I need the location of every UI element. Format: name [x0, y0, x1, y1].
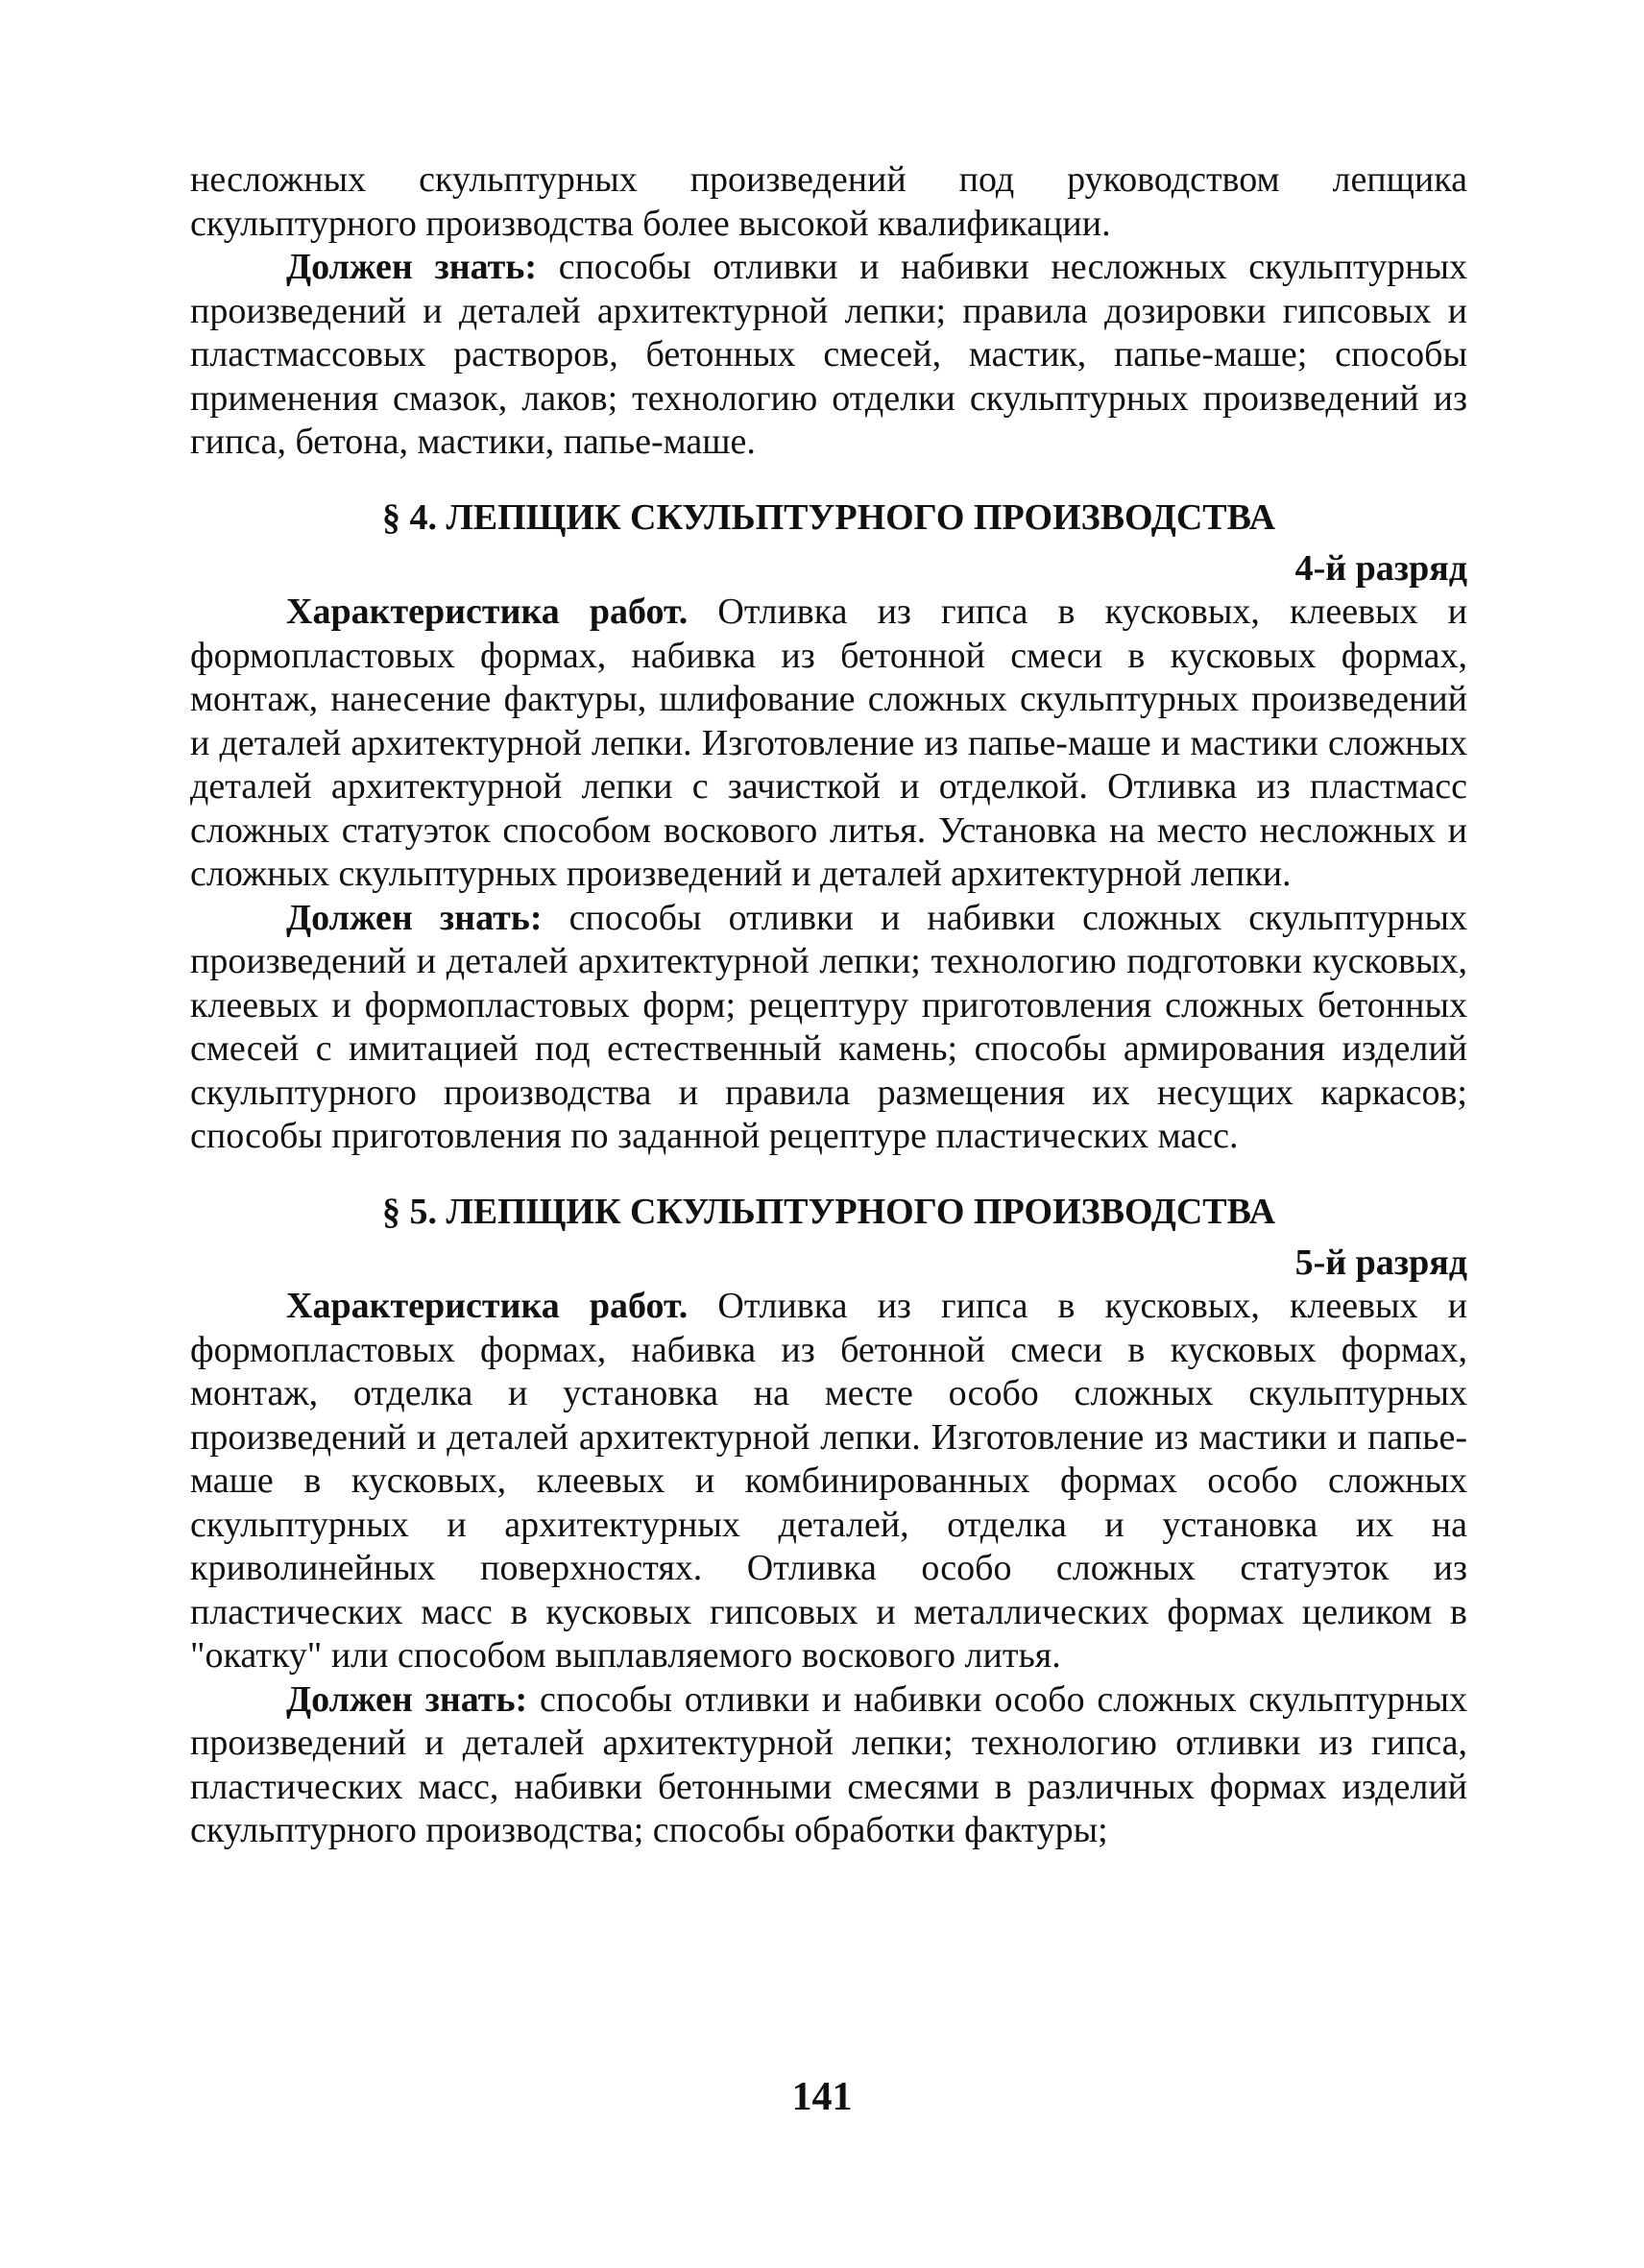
page-number: 141: [791, 2075, 853, 2119]
must-know-label: Должен знать:: [286, 897, 543, 938]
characteristics-text: Отливка из гипса в кусковых, клеевых и формопластовых формах, набивка из бетонной смеси в кусковых формах, монтаж, отделка и установка на месте особо сложных скульптурных произведений и деталей архитектурной лепки. Изготовление из мастики и папье-маше в кусковых, клеевых и комбинированных формах особо сложных скульптурных и архитектурных деталей, отделка и установка их на криволинейных поверхностях. Отливка особо сложных статуэток из пластических масс в кусковых гипсовых и металлических формах целиком в "окатку" или способом выплавляемого воскового литья.: [190, 1286, 1468, 1676]
characteristics-text: Отливка из гипса в кусковых, клеевых и формопластовых формах, набивка из бетонной смеси в кусковых формах, монтаж, нанесение фактуры, шлифование сложных скульптурных произведений и деталей архитектурной лепки. Изготовление из папье-маше и мастики сложных деталей архитектурной лепки с зачисткой и отделкой. Отливка из пластмасс сложных статуэток способом воскового литья. Установка на место несложных и сложных скульптурных произведений и деталей архитектурной лепки.: [190, 591, 1468, 894]
section-5-characteristics: [190, 1285, 1467, 1678]
section-5-heading: § 5. ЛЕПЩИК СКУЛЬПТУРНОГО ПРОИЗВОДСТВА: [381, 1191, 1276, 1232]
section-5-must-know: [190, 1678, 1467, 1853]
section-4-grade: 4-й разряд: [1294, 547, 1467, 589]
section-4-must-know: [190, 897, 1467, 1159]
section-5-grade: 5-й разряд: [1294, 1242, 1467, 1283]
characteristics-label: Характеристика работ.: [286, 591, 689, 632]
intro-continuation: несложных скульптурных произведений под руководством лепщика скульптурного производства более высокой квалификации.: [190, 159, 1467, 244]
section-4-heading: § 4. ЛЕПЩИК СКУЛЬПТУРНОГО ПРОИЗВОДСТВА: [381, 496, 1276, 538]
document-page: [190, 158, 1467, 1853]
section-4-characteristics: [190, 591, 1467, 897]
characteristics-label: Характеристика работ.: [286, 1286, 689, 1326]
intro-must-know-paragraph: [190, 246, 1467, 465]
must-know-label: Должен знать:: [286, 1678, 528, 1720]
must-know-text: способы отливки и набивки сложных скульптурных произведений и деталей архитектурной лепки; технологию подготовки кусковых, клеевых и формопластовых форм; рецептуру приготовления сложных бетонных смесей с имитацией под естественный камень; способы армирования изделий скульптурного производства и правила размещения их несущих каркасов; способы приготовления по заданной рецептуре пластических масс.: [190, 897, 1467, 1156]
must-know-text: способы отливки и набивки несложных скульптурных произведений и деталей архитектурной лепки; правила дозировки гипсовых и пластмассовых растворов, бетонных смесей, мастик, папье-маше; способы применения смазок, лаков; технологию отделки скульптурных произведений из гипса, бетона, мастики, папье-маше.: [190, 247, 1467, 462]
must-know-text: способы отливки и набивки особо сложных скульптурных произведений и деталей архитектурной лепки; технологию отливки из гипса, пластических масс, набивки бетонными смесями в различных формах изделий скульптурного производства; способы обработки фактуры;: [190, 1678, 1467, 1850]
must-know-label: Должен знать:: [286, 247, 538, 287]
